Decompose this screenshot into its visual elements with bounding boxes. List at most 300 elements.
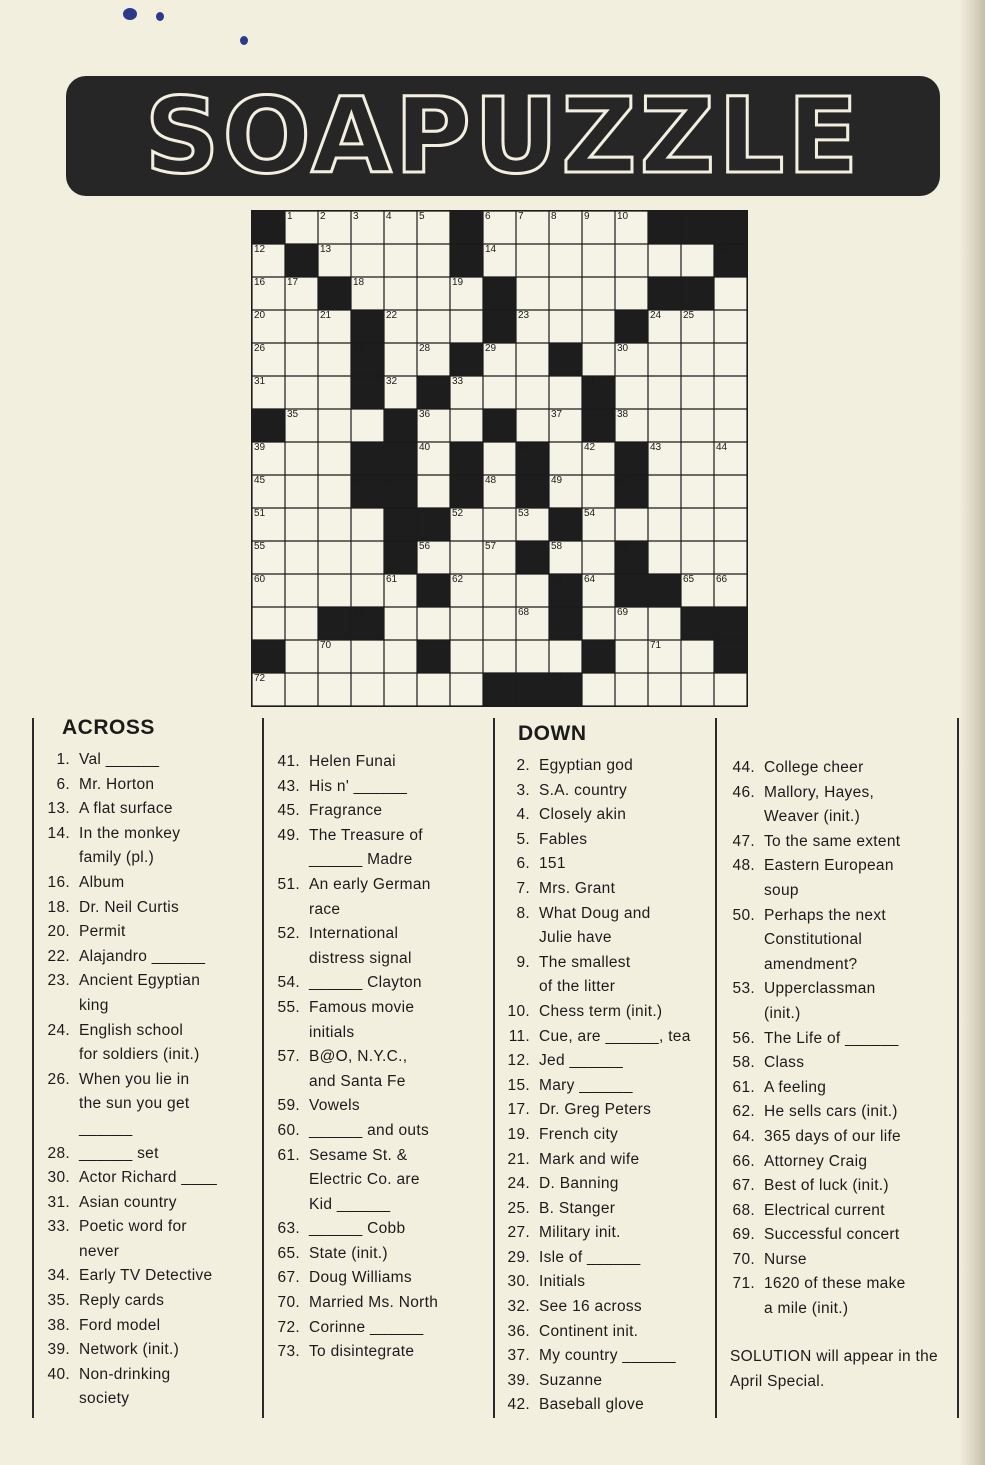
clue-item — [40, 748, 260, 773]
clue-number: 5 — [419, 211, 425, 222]
grid-cell[interactable] — [648, 475, 681, 508]
grid-cell[interactable] — [483, 574, 516, 607]
grid-cell[interactable] — [582, 475, 615, 508]
grid-block — [252, 640, 285, 673]
grid-cell[interactable] — [582, 244, 615, 277]
grid-cell[interactable] — [615, 673, 648, 706]
clue-item — [40, 871, 260, 896]
grid-cell[interactable] — [615, 244, 648, 277]
grid-cell[interactable] — [351, 574, 384, 607]
grid-cell[interactable] — [582, 508, 615, 541]
grid-cell[interactable] — [252, 277, 285, 310]
clue-item-text: His n' ______ — [309, 777, 408, 795]
clue-item — [40, 1092, 260, 1117]
grid-cell[interactable] — [582, 277, 615, 310]
grid-block — [714, 211, 747, 244]
grid-cell[interactable] — [285, 574, 318, 607]
grid-cell[interactable] — [417, 475, 450, 508]
grid-cell[interactable] — [285, 409, 318, 442]
grid-cell[interactable] — [384, 574, 417, 607]
grid-cell[interactable] — [351, 244, 384, 277]
grid-block — [681, 211, 714, 244]
grid-cell[interactable] — [549, 409, 582, 442]
grid-cell[interactable] — [681, 673, 714, 706]
grid-cell[interactable] — [285, 607, 318, 640]
grid-cell[interactable] — [483, 508, 516, 541]
grid-cell[interactable] — [318, 310, 351, 343]
grid-cell[interactable] — [318, 244, 351, 277]
clue-number: 35 — [287, 409, 299, 420]
clue-item-number: 14. — [47, 824, 70, 842]
grid-cell[interactable] — [285, 310, 318, 343]
grid-cell[interactable] — [318, 211, 351, 244]
clue-item — [270, 1266, 492, 1291]
clue-item-text: Mary ______ — [539, 1076, 633, 1094]
clue-number: 15 — [716, 244, 728, 255]
clue-item-number: 46. — [732, 783, 755, 801]
grid-cell[interactable] — [714, 310, 747, 343]
grid-cell[interactable] — [582, 607, 615, 640]
clue-item-text: for soldiers (init.) — [79, 1046, 200, 1064]
clue-item-number: 2. — [516, 757, 530, 774]
grid-cell[interactable] — [318, 376, 351, 409]
grid-cell[interactable] — [549, 310, 582, 343]
grid-cell[interactable] — [252, 574, 285, 607]
grid-cell[interactable] — [417, 442, 450, 475]
grid-cell[interactable] — [285, 442, 318, 475]
clue-item-number — [40, 1387, 79, 1412]
grid-cell[interactable] — [483, 541, 516, 574]
grid-cell[interactable] — [318, 343, 351, 376]
grid-cell[interactable] — [516, 409, 549, 442]
clue-item — [725, 1150, 955, 1175]
grid-block — [318, 607, 351, 640]
clue-number: 25 — [683, 310, 695, 321]
grid-cell[interactable] — [714, 508, 747, 541]
grid-cell[interactable] — [252, 310, 285, 343]
grid-cell[interactable] — [285, 541, 318, 574]
grid-cell[interactable] — [285, 211, 318, 244]
grid-block — [648, 574, 681, 607]
clue-item-text: Electric Co. are — [309, 1171, 420, 1189]
grid-cell[interactable] — [384, 211, 417, 244]
clue-item-number — [270, 848, 309, 873]
clue-item — [40, 1142, 260, 1167]
grid-cell[interactable] — [615, 376, 648, 409]
grid-cell[interactable] — [285, 508, 318, 541]
grid-cell[interactable] — [252, 343, 285, 376]
clue-number: 23 — [518, 310, 530, 321]
clue-number: 16 — [254, 277, 266, 288]
grid-cell[interactable] — [384, 343, 417, 376]
clue-item — [725, 805, 955, 830]
clue-item-number — [725, 1297, 764, 1322]
grid-cell[interactable] — [681, 475, 714, 508]
grid-block — [615, 442, 648, 475]
grid-block — [450, 475, 483, 508]
clue-item-text: Closely akin — [539, 806, 627, 824]
clue-item-number: 38. — [47, 1316, 70, 1334]
grid-cell[interactable] — [483, 442, 516, 475]
clue-item-text: soup — [764, 881, 799, 899]
grid-cell[interactable] — [516, 277, 549, 310]
grid-cell[interactable] — [450, 640, 483, 673]
clue-item — [40, 1019, 260, 1044]
grid-cell[interactable] — [285, 673, 318, 706]
grid-cell[interactable] — [417, 607, 450, 640]
clue-item-text: ______ Madre — [309, 851, 413, 869]
grid-block — [351, 607, 384, 640]
grid-cell[interactable] — [648, 343, 681, 376]
grid-cell[interactable] — [681, 508, 714, 541]
grid-cell[interactable] — [582, 211, 615, 244]
clue-item-number: 56. — [732, 1029, 755, 1047]
clue-item-text: Network (init.) — [79, 1341, 180, 1359]
clue-number: 64 — [584, 574, 596, 585]
grid-cell[interactable] — [417, 409, 450, 442]
clue-item-number — [40, 994, 79, 1019]
grid-cell[interactable] — [351, 277, 384, 310]
grid-cell[interactable] — [351, 508, 384, 541]
grid-block — [549, 673, 582, 706]
grid-cell[interactable] — [384, 277, 417, 310]
grid-cell[interactable] — [681, 244, 714, 277]
clue-item — [500, 926, 715, 951]
grid-cell[interactable] — [351, 409, 384, 442]
grid-cell[interactable] — [417, 211, 450, 244]
grid-cell[interactable] — [483, 607, 516, 640]
clue-item-text: Julie have — [539, 929, 612, 947]
clue-item — [500, 1098, 715, 1123]
grid-cell[interactable] — [516, 343, 549, 376]
clue-number: 49 — [551, 475, 563, 486]
clue-item — [270, 1193, 492, 1218]
grid-cell[interactable] — [351, 673, 384, 706]
grid-cell[interactable] — [681, 310, 714, 343]
grid-block — [351, 442, 384, 475]
grid-cell[interactable] — [285, 277, 318, 310]
grid-cell[interactable] — [516, 574, 549, 607]
clue-item-text: See 16 across — [539, 1298, 642, 1316]
grid-block — [582, 409, 615, 442]
clue-item — [270, 996, 492, 1021]
grid-cell[interactable] — [516, 607, 549, 640]
grid-cell[interactable] — [582, 673, 615, 706]
clue-item-number: 29. — [507, 1248, 530, 1266]
clue-item-text: Permit — [79, 923, 126, 941]
grid-cell[interactable] — [681, 640, 714, 673]
clue-item — [40, 1043, 260, 1068]
grid-block — [714, 244, 747, 277]
clue-item-number: 28. — [47, 1144, 70, 1162]
grid-cell[interactable] — [384, 310, 417, 343]
clue-item-text: Dr. Neil Curtis — [79, 898, 180, 916]
across-column-1 — [40, 716, 260, 1412]
grid-cell[interactable] — [351, 211, 384, 244]
grid-cell[interactable] — [582, 310, 615, 343]
grid-cell[interactable] — [384, 244, 417, 277]
clue-number: 73 — [551, 673, 563, 684]
grid-cell[interactable] — [351, 541, 384, 574]
grid-cell[interactable] — [549, 244, 582, 277]
column-divider — [32, 718, 34, 1418]
grid-cell[interactable] — [252, 541, 285, 574]
clue-item-text: Weaver (init.) — [764, 808, 861, 826]
clue-number: 67 — [353, 607, 365, 618]
grid-cell[interactable] — [483, 211, 516, 244]
grid-cell[interactable] — [483, 376, 516, 409]
clue-item — [270, 1045, 492, 1070]
column-divider — [715, 718, 717, 1418]
grid-cell[interactable] — [516, 211, 549, 244]
clue-number: 46 — [353, 475, 365, 486]
grid-cell[interactable] — [252, 607, 285, 640]
clue-item — [500, 877, 715, 902]
grid-cell[interactable] — [549, 376, 582, 409]
grid-cell[interactable] — [714, 541, 747, 574]
grid-cell[interactable] — [681, 574, 714, 607]
grid-cell[interactable] — [450, 673, 483, 706]
clue-item-number: 55. — [277, 998, 300, 1016]
grid-cell[interactable] — [681, 343, 714, 376]
grid-cell[interactable] — [252, 475, 285, 508]
grid-cell[interactable] — [285, 343, 318, 376]
grid-cell[interactable] — [483, 343, 516, 376]
across-heading: ACROSS — [62, 716, 155, 739]
grid-cell[interactable] — [615, 409, 648, 442]
grid-cell[interactable] — [252, 376, 285, 409]
grid-cell[interactable] — [417, 277, 450, 310]
grid-cell[interactable] — [252, 244, 285, 277]
grid-cell[interactable] — [714, 442, 747, 475]
grid-cell[interactable] — [252, 508, 285, 541]
grid-cell[interactable] — [318, 574, 351, 607]
clue-item-text: Chess term (init.) — [539, 1002, 663, 1020]
grid-cell[interactable] — [318, 673, 351, 706]
grid-cell[interactable] — [681, 442, 714, 475]
grid-cell[interactable] — [450, 409, 483, 442]
grid-cell[interactable] — [549, 211, 582, 244]
grid-cell[interactable] — [648, 508, 681, 541]
grid-cell[interactable] — [615, 343, 648, 376]
clue-item-number — [40, 1043, 79, 1068]
grid-cell[interactable] — [714, 574, 747, 607]
clue-item — [270, 1340, 492, 1365]
grid-cell[interactable] — [516, 508, 549, 541]
clue-item-number: 25. — [507, 1199, 530, 1217]
grid-cell[interactable] — [285, 475, 318, 508]
clue-number: 58 — [551, 541, 563, 552]
clue-item — [40, 1363, 260, 1388]
grid-cell[interactable] — [450, 310, 483, 343]
grid-cell[interactable] — [516, 640, 549, 673]
grid-cell[interactable] — [318, 640, 351, 673]
grid-cell[interactable] — [549, 640, 582, 673]
clue-item — [500, 779, 715, 804]
column-divider — [957, 718, 959, 1418]
grid-cell[interactable] — [417, 310, 450, 343]
grid-cell[interactable] — [318, 442, 351, 475]
clue-item-number: 73. — [277, 1343, 300, 1361]
clue-number: 8 — [551, 211, 557, 222]
grid-cell[interactable] — [516, 244, 549, 277]
ink-spot — [240, 36, 248, 45]
grid-cell[interactable] — [648, 673, 681, 706]
grid-cell[interactable] — [648, 310, 681, 343]
grid-cell[interactable] — [615, 508, 648, 541]
clue-item-text: Reply cards — [79, 1292, 165, 1310]
grid-cell[interactable] — [450, 277, 483, 310]
grid-cell[interactable] — [318, 409, 351, 442]
clue-number: 70 — [320, 640, 332, 651]
clue-item-number: 32. — [507, 1298, 530, 1316]
grid-cell[interactable] — [582, 541, 615, 574]
grid-cell[interactable] — [285, 640, 318, 673]
clue-item-number: 30. — [507, 1273, 530, 1291]
grid-cell[interactable] — [417, 343, 450, 376]
grid-cell[interactable] — [483, 475, 516, 508]
grid-cell[interactable] — [549, 475, 582, 508]
clue-item-text: initials — [309, 1023, 355, 1041]
grid-cell[interactable] — [549, 277, 582, 310]
grid-cell[interactable] — [648, 640, 681, 673]
grid-cell[interactable] — [285, 376, 318, 409]
clue-item — [500, 803, 715, 828]
grid-cell[interactable] — [417, 673, 450, 706]
clue-number: 72 — [254, 673, 266, 684]
clue-number: 37 — [551, 409, 563, 420]
grid-cell[interactable] — [351, 640, 384, 673]
clue-item-number: 22. — [47, 947, 70, 965]
clue-item-number: 10. — [507, 1002, 530, 1020]
clue-number: 40 — [419, 442, 431, 453]
clue-item-number: 12. — [507, 1052, 530, 1070]
clue-item-number: 64. — [732, 1127, 755, 1145]
grid-cell[interactable] — [384, 673, 417, 706]
grid-cell[interactable] — [681, 409, 714, 442]
grid-cell[interactable] — [648, 442, 681, 475]
clue-item-number: 47. — [732, 832, 755, 850]
grid-cell[interactable] — [615, 211, 648, 244]
grid-cell[interactable] — [450, 376, 483, 409]
grid-cell[interactable] — [549, 442, 582, 475]
grid-cell[interactable] — [252, 673, 285, 706]
grid-block — [714, 607, 747, 640]
clue-item — [500, 852, 715, 877]
grid-cell[interactable] — [648, 376, 681, 409]
clue-number: 38 — [617, 409, 629, 420]
grid-block — [549, 574, 582, 607]
grid-cell[interactable] — [450, 574, 483, 607]
grid-cell[interactable] — [516, 376, 549, 409]
grid-cell[interactable] — [450, 607, 483, 640]
grid-block — [285, 244, 318, 277]
clue-item-number: 41. — [277, 753, 300, 770]
grid-cell[interactable] — [483, 244, 516, 277]
clue-item-text: B@O, N.Y.C., — [309, 1048, 408, 1066]
clue-item-number: 27. — [507, 1224, 530, 1242]
grid-block — [714, 640, 747, 673]
clue-item — [270, 873, 492, 898]
clue-item-number: 63. — [277, 1220, 300, 1238]
clue-item — [500, 1246, 715, 1271]
clue-item — [725, 879, 955, 904]
grid-cell[interactable] — [450, 508, 483, 541]
grid-cell[interactable] — [714, 475, 747, 508]
grid-cell[interactable] — [648, 409, 681, 442]
grid-cell[interactable] — [549, 541, 582, 574]
grid-block — [252, 211, 285, 244]
grid-cell[interactable] — [384, 640, 417, 673]
clue-item-number: 21. — [507, 1150, 530, 1168]
clue-item — [725, 830, 955, 855]
clue-item-number: 20. — [47, 923, 70, 941]
grid-cell[interactable] — [450, 541, 483, 574]
grid-cell[interactable] — [681, 376, 714, 409]
grid-cell[interactable] — [714, 277, 747, 310]
grid-cell[interactable] — [516, 310, 549, 343]
grid-cell[interactable] — [318, 508, 351, 541]
grid-cell[interactable] — [648, 607, 681, 640]
clue-number: 34 — [584, 376, 596, 387]
grid-block — [681, 607, 714, 640]
grid-cell[interactable] — [582, 442, 615, 475]
grid-cell[interactable] — [252, 442, 285, 475]
grid-cell[interactable] — [615, 607, 648, 640]
grid-cell[interactable] — [648, 541, 681, 574]
grid-cell[interactable] — [582, 574, 615, 607]
clue-item-text: The Treasure of — [309, 826, 423, 844]
grid-cell[interactable] — [714, 343, 747, 376]
clue-number: 4 — [386, 211, 392, 222]
grid-cell[interactable] — [417, 541, 450, 574]
clue-number: 18 — [353, 277, 365, 288]
grid-cell[interactable] — [384, 376, 417, 409]
grid-cell[interactable] — [714, 376, 747, 409]
clue-item — [500, 902, 715, 927]
grid-cell[interactable] — [318, 475, 351, 508]
clue-item-number: 45. — [277, 802, 300, 820]
grid-cell[interactable] — [615, 277, 648, 310]
clue-item-text: Egyptian god — [539, 757, 634, 774]
clue-item — [500, 1123, 715, 1148]
clue-item-number: 24. — [507, 1175, 530, 1193]
grid-block — [450, 343, 483, 376]
grid-cell[interactable] — [384, 607, 417, 640]
clue-item — [270, 824, 492, 849]
clue-item-number: 16. — [47, 873, 70, 891]
grid-cell[interactable] — [714, 673, 747, 706]
grid-cell[interactable] — [318, 541, 351, 574]
clue-item — [40, 1117, 260, 1142]
clue-item-text: Continent init. — [539, 1322, 639, 1340]
grid-cell[interactable] — [681, 541, 714, 574]
clue-number: 28 — [419, 343, 431, 354]
clue-item — [725, 1100, 955, 1125]
clue-item-text: the sun you get — [79, 1095, 190, 1113]
clue-item-text: Upperclassman — [764, 980, 876, 998]
grid-cell[interactable] — [648, 244, 681, 277]
grid-cell[interactable] — [483, 640, 516, 673]
grid-block — [582, 640, 615, 673]
grid-cell[interactable] — [714, 409, 747, 442]
clue-number: 52 — [452, 508, 464, 519]
clue-item — [500, 1270, 715, 1295]
grid-cell[interactable] — [417, 244, 450, 277]
clue-item-text: Attorney Craig — [764, 1152, 868, 1170]
grid-cell[interactable] — [615, 640, 648, 673]
grid-cell[interactable] — [582, 343, 615, 376]
